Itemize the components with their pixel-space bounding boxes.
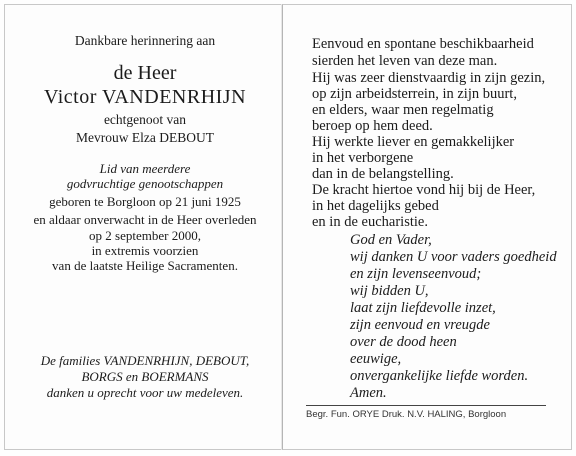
- tribute-line: Eenvoud en spontane beschikbaarheid: [312, 36, 534, 52]
- printer-credit: Begr. Fun. ORYE Druk. N.V. HALING, Borgloon: [306, 409, 507, 420]
- tribute-line: op zijn arbeidsterrein, in zijn buurt,: [312, 86, 517, 102]
- prayer-line: God en Vader,: [350, 232, 432, 248]
- prayer-line: Amen.: [350, 385, 387, 401]
- biography-line: geboren te Borgloon op 21 juni 1925: [49, 194, 241, 209]
- family-thanks-line: De families VANDENRHIJN, DEBOUT,: [40, 353, 250, 368]
- prayer-line: wij danken U voor vaders goedheid: [350, 249, 557, 265]
- prayer-line: eeuwige,: [350, 351, 402, 367]
- biography-line: van de laatste Heilige Sacramenten.: [52, 258, 238, 273]
- family-thanks-line: BORGS en BOERMANS: [81, 369, 209, 384]
- tribute-line: dan in de belangstelling.: [312, 166, 454, 182]
- tribute-line: in het verborgene: [312, 150, 414, 166]
- prayer-line: wij bidden U,: [350, 283, 429, 299]
- tribute-line: De kracht hiertoe vond hij bij de Heer,: [312, 182, 536, 198]
- prayer-line: onvergankelijke liefde worden.: [350, 368, 529, 384]
- tribute-line: in het dagelijks gebed: [312, 198, 439, 214]
- biography-line: in extremis voorzien: [91, 243, 199, 258]
- footer-divider: [306, 405, 546, 406]
- tribute-line: beroep op hem deed.: [312, 118, 433, 134]
- prayer-line: en zijn levenseenvoud;: [350, 266, 482, 282]
- tribute-line: Hij werkte liever en gemakkelijker: [312, 134, 515, 150]
- prayer-line: over de dood heen: [350, 334, 457, 350]
- membership-line: godvruchtige genootschappen: [66, 176, 224, 191]
- prayer-line: laat zijn liefdevolle inzet,: [350, 300, 496, 316]
- deceased-name: Victor VANDENRHIJN: [43, 86, 247, 108]
- prayer-line: zijn eenvoud en vreugde: [350, 317, 490, 333]
- spouse-name: Mevrouw Elza DEBOUT: [76, 130, 214, 145]
- family-thanks-line: danken u oprecht voor uw medeleven.: [46, 385, 244, 400]
- biography-line: en aldaar onverwacht in de Heer overleden: [33, 212, 257, 227]
- membership-line: Lid van meerdere: [99, 161, 191, 176]
- tribute-line: en in de eucharistie.: [312, 214, 428, 230]
- tribute-line: en elders, waar men regelmatig: [312, 102, 494, 118]
- honorific-title: de Heer: [113, 62, 177, 84]
- tribute-line: sierden het leven van deze man.: [312, 53, 498, 69]
- biography-line: op 2 september 2000,: [89, 228, 201, 243]
- remembrance-heading: Dankbare herinnering aan: [74, 33, 216, 48]
- spouse-label: echtgenoot van: [103, 112, 187, 127]
- tribute-line: Hij was zeer dienstvaardig in zijn gezin,: [312, 70, 546, 86]
